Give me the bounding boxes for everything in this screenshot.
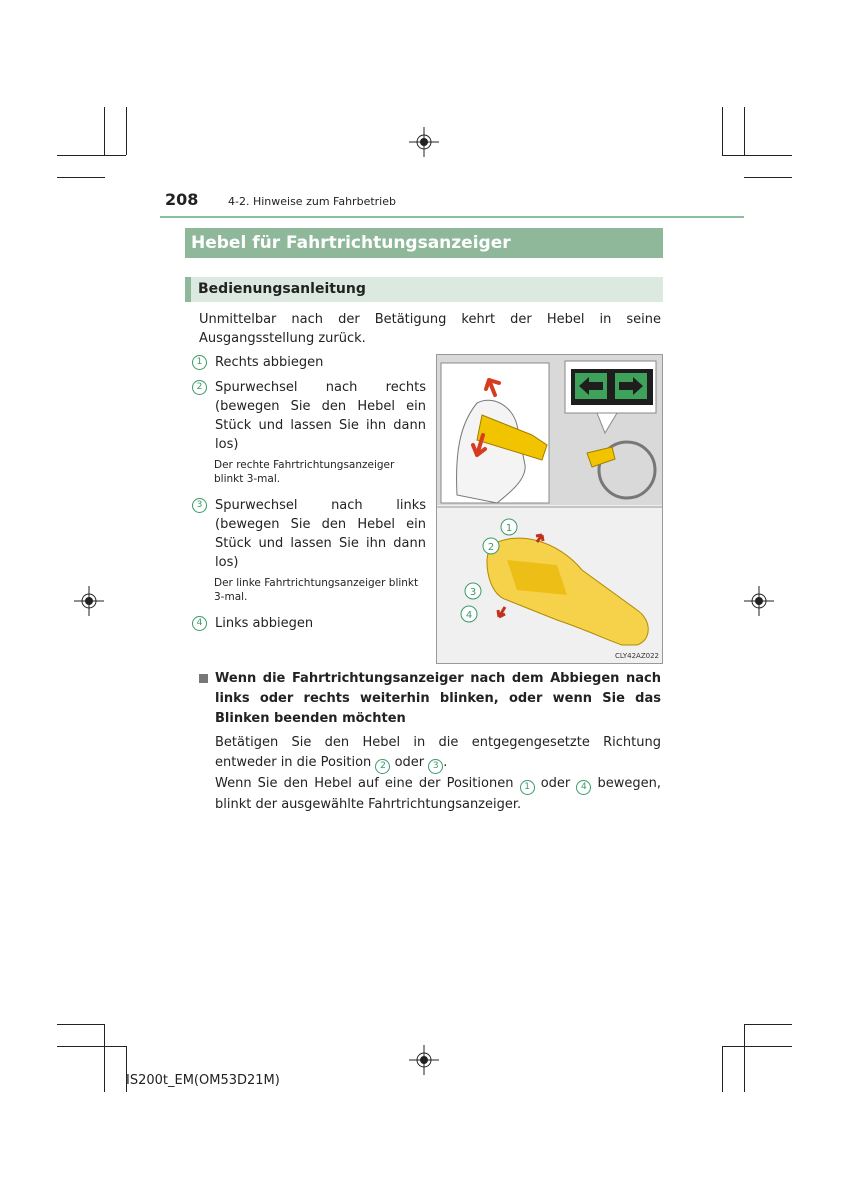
registration-mark-icon bbox=[74, 586, 104, 616]
p2-text-c: bewegen, blinkt der ausgewählte Fahrtrichtungsanzeiger. bbox=[215, 776, 662, 812]
bullet-paragraph-1 bbox=[215, 733, 661, 774]
item-note: Der rechte Fahrtrichtungsanzeiger blinkt 3-mal. bbox=[214, 459, 395, 485]
registration-mark-icon bbox=[409, 1045, 439, 1075]
inline-number: 1 bbox=[520, 780, 535, 795]
p1-text-c: . bbox=[443, 755, 448, 770]
list-item bbox=[192, 496, 426, 572]
item-text: Links abbiegen bbox=[215, 616, 314, 631]
callout-2-label: 2 bbox=[487, 542, 495, 553]
page-title-bar bbox=[185, 228, 663, 258]
page-title: Hebel für Fahrtrichtungsanzeiger bbox=[191, 233, 511, 253]
lever-illustration bbox=[437, 355, 662, 663]
header-divider bbox=[160, 216, 744, 218]
item-number: 3 bbox=[192, 498, 207, 513]
section-reference: 4-2. Hinweise zum Fahrbetrieb bbox=[228, 195, 396, 208]
p1-text-b: oder bbox=[394, 755, 425, 770]
callout-4-label: 4 bbox=[465, 610, 473, 621]
intro-paragraph: Unmittelbar nach der Betätigung kehrt der Hebel in seine Ausgangsstellung zurück. bbox=[199, 312, 661, 346]
p2-text-a: Wenn Sie den Hebel auf eine der Positionen bbox=[215, 776, 514, 791]
bullet-heading-row bbox=[199, 669, 661, 729]
figure-code: CLY42AZ022 bbox=[615, 652, 659, 660]
item-text: Spurwechsel nach links (bewegen Sie den Hebel ein Stück und lassen Sie ihn dann los) bbox=[215, 498, 426, 570]
turn-signal-lever-figure bbox=[436, 354, 663, 664]
page-number: 208 bbox=[165, 190, 199, 209]
p1-text-a: Betätigen Sie den Hebel in die entgegengesetzte Richtung entweder in die Position bbox=[215, 735, 661, 770]
inline-number: 3 bbox=[428, 759, 443, 774]
item-number: 2 bbox=[192, 380, 207, 395]
item-text: Spurwechsel nach rechts (bewegen Sie den Hebel ein Stück und lassen Sie ihn dann los) bbox=[215, 380, 426, 452]
item-number: 4 bbox=[192, 616, 207, 631]
list-item bbox=[192, 353, 426, 372]
item-note: Der linke Fahrtrichtungsanzeiger blinkt 3-mal. bbox=[214, 577, 419, 603]
item-text: Rechts abbiegen bbox=[215, 355, 324, 370]
subtitle: Bedienungsanleitung bbox=[198, 281, 366, 297]
subtitle-bar bbox=[185, 277, 663, 302]
registration-mark-icon bbox=[409, 127, 439, 157]
inline-number: 4 bbox=[576, 780, 591, 795]
list-item bbox=[192, 378, 426, 454]
list-item bbox=[192, 614, 426, 633]
item-number: 1 bbox=[192, 355, 207, 370]
bullet-heading: Wenn die Fahrtrichtungsanzeiger nach dem Abbiegen nach links oder rechts weiterhin blinken, oder wenn Sie das Blinken beenden möchten bbox=[215, 671, 661, 726]
instruction-list bbox=[192, 353, 426, 639]
registration-mark-icon bbox=[744, 586, 774, 616]
bullet-note bbox=[199, 669, 661, 815]
callout-1-label: 1 bbox=[505, 523, 513, 534]
inline-number: 2 bbox=[375, 759, 390, 774]
bullet-paragraph-2 bbox=[215, 774, 661, 815]
callout-3-label: 3 bbox=[469, 587, 477, 598]
bullet-square-icon bbox=[199, 674, 208, 683]
p2-text-b: oder bbox=[540, 776, 571, 791]
document-code: IS200t_EM(OM53D21M) bbox=[126, 1073, 280, 1088]
